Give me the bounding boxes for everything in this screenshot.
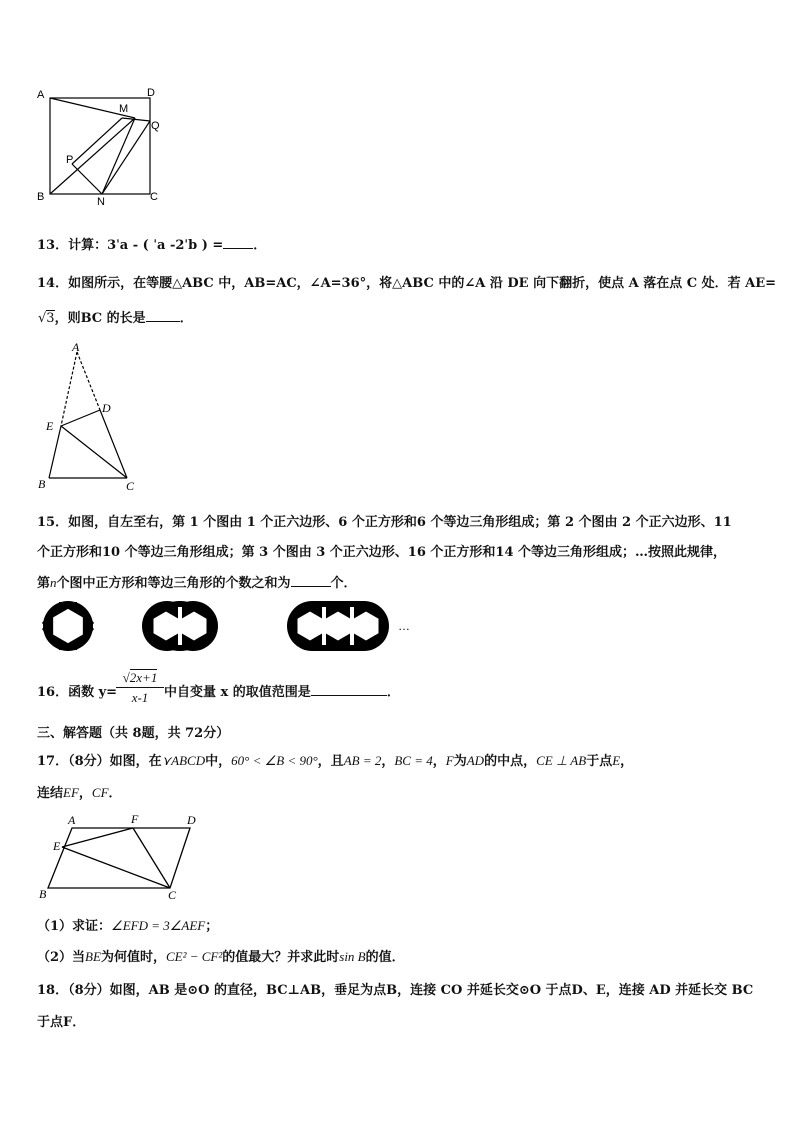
q17-perp: CE ⊥ AB	[536, 753, 587, 768]
q17-text-2: 中，	[205, 754, 232, 769]
label-P: P	[66, 154, 74, 166]
question-15-line-2: 个正方形和10 个等边三角形组成；第 3 个图由 3 个正六边形、16 个正方形和14 个等边三角形组成；…按照此规律，	[37, 545, 727, 560]
hexagon-pattern-figure	[40, 598, 420, 654]
q13-expression: 3ˈa - ( ˈa -2ˈb ) =	[107, 238, 224, 253]
q17-period: ．	[108, 786, 122, 801]
q17-part2-label: （2）当	[37, 950, 86, 965]
para-label-C: C	[168, 888, 177, 902]
q17-cf: CF	[91, 785, 109, 800]
q17-be: BE	[85, 949, 101, 964]
q17-ab: AB = 2	[343, 753, 382, 768]
q17-ad: AD	[466, 753, 485, 768]
q17-part2-text-2: 的值最大？并求此时	[222, 950, 340, 965]
q16-numerator: 2x+1	[129, 670, 158, 685]
q17-bc: BC = 4	[394, 753, 433, 768]
label-A: A	[37, 89, 45, 101]
q15-end: 个．	[330, 576, 357, 591]
question-16-rest	[164, 681, 400, 700]
parallelogram-figure	[34, 810, 214, 902]
q16-fraction	[116, 670, 164, 706]
q13-suffix: ．	[253, 238, 267, 253]
q14-end: ．	[179, 311, 193, 326]
section-3-title: 三、解答题（共 8题，共 72分）	[37, 726, 230, 741]
q14-text: ，则BC 的长是	[54, 311, 146, 326]
q15-answer-blank	[291, 574, 331, 587]
question-17-part-1	[37, 915, 218, 934]
tri-label-B: B	[38, 477, 46, 491]
q17-comma-2: ，	[432, 754, 446, 769]
question-14-line-1: 14．如图所示，在等腰△ABC 中，AB=AC，∠A=36°，将△ABC 中的∠A 沿 DE 向下翻折，使点 A 落在点 C 处．若 AE=	[37, 276, 777, 291]
q13-answer-blank	[223, 236, 253, 249]
q16-prefix: 16．函数 y=	[37, 685, 118, 700]
question-16	[37, 681, 117, 700]
q17-angle-condition: 60° < ∠B < 90°	[231, 753, 318, 768]
sqrt-icon-2: √	[122, 670, 130, 685]
q17-parallelogram: ⋎ABCD	[161, 753, 206, 768]
q17-part1-label: （1）求证：	[37, 919, 112, 934]
q16-answer-blank	[311, 683, 387, 696]
label-M: M	[119, 103, 129, 115]
sqrt-icon: √	[38, 311, 47, 326]
tri-label-D: D	[102, 401, 111, 415]
label-C: C	[150, 191, 158, 203]
q17-text-1: 17．（8分）如图，在	[37, 754, 162, 769]
q17-comma-1: ，	[381, 754, 395, 769]
para-label-E: E	[53, 839, 61, 853]
q17-part1-end: ；	[205, 919, 219, 934]
para-label-B: B	[39, 887, 47, 901]
question-14-line-2	[38, 307, 193, 326]
triangle-figure	[34, 340, 144, 492]
para-label-D: D	[187, 813, 196, 827]
q15-text-a: 第	[37, 576, 51, 591]
tri-label-A: A	[72, 340, 80, 354]
q17-f: F	[445, 753, 454, 768]
q16-end: ．	[386, 685, 400, 700]
para-label-F: F	[131, 812, 139, 826]
q16-denominator: x-1	[131, 690, 149, 705]
question-15-line-3	[37, 572, 357, 591]
pattern-1	[42, 601, 94, 651]
q17-text-3: ，且	[317, 754, 344, 769]
pattern-ellipsis: …	[398, 619, 410, 633]
label-N: N	[97, 196, 105, 208]
q17-part1-expression: ∠EFD = 3∠AEF	[111, 918, 206, 933]
tri-label-C: C	[126, 479, 135, 493]
q13-prefix: 13．计算：	[37, 238, 108, 253]
q17-sin-b: sin B	[339, 949, 366, 964]
q14-root-value: 3	[46, 311, 55, 326]
question-17-line-1	[37, 750, 633, 769]
label-B: B	[37, 191, 45, 203]
q17-text-5: 的中点，	[484, 754, 537, 769]
question-15-line-1: 15．如图，自左至右，第 1 个图由 1 个正六边形、6 个正方形和6 个等边三角形组成；第 2 个图由 2 个正六边形、11	[37, 515, 732, 530]
q17-ef: EF	[63, 785, 79, 800]
q15-variable-n: n	[50, 575, 57, 590]
q17-comma-4: ，	[78, 786, 92, 801]
question-18-line-2: 于点F．	[37, 1015, 86, 1030]
question-17-line-2	[37, 782, 122, 801]
q17-part2-text-1: 为何值时，	[100, 950, 166, 965]
label-D: D	[147, 87, 155, 99]
q17-part2-end: 的值．	[365, 950, 405, 965]
para-label-A: A	[68, 813, 76, 827]
question-13	[37, 234, 266, 253]
q17-text-7: 连结	[37, 786, 64, 801]
tri-label-E: E	[46, 419, 54, 433]
q17-comma-3: ，	[620, 754, 634, 769]
square-figure	[34, 84, 164, 206]
question-17-part-2	[37, 946, 405, 965]
question-18-line-1: 18．（8分）如图，AB 是⊙O 的直径，BC⊥AB，垂足为点B，连接 CO 并延长交⊙O 于点D、E，连接 AD 并延长交 BC	[37, 983, 754, 998]
q16-suffix: 中自变量 x 的取值范围是	[164, 685, 311, 700]
q17-part2-expression: CE² − CF²	[165, 949, 223, 964]
q17-text-4: 为	[453, 754, 467, 769]
q14-answer-blank	[146, 309, 180, 322]
q17-text-6: 于点	[586, 754, 613, 769]
label-Q: Q	[151, 120, 160, 132]
pattern-2	[142, 601, 218, 651]
q15-text-b: 个图中正方形和等边三角形的个数之和为	[56, 576, 291, 591]
q17-e: E	[612, 753, 621, 768]
pattern-3	[287, 601, 389, 651]
